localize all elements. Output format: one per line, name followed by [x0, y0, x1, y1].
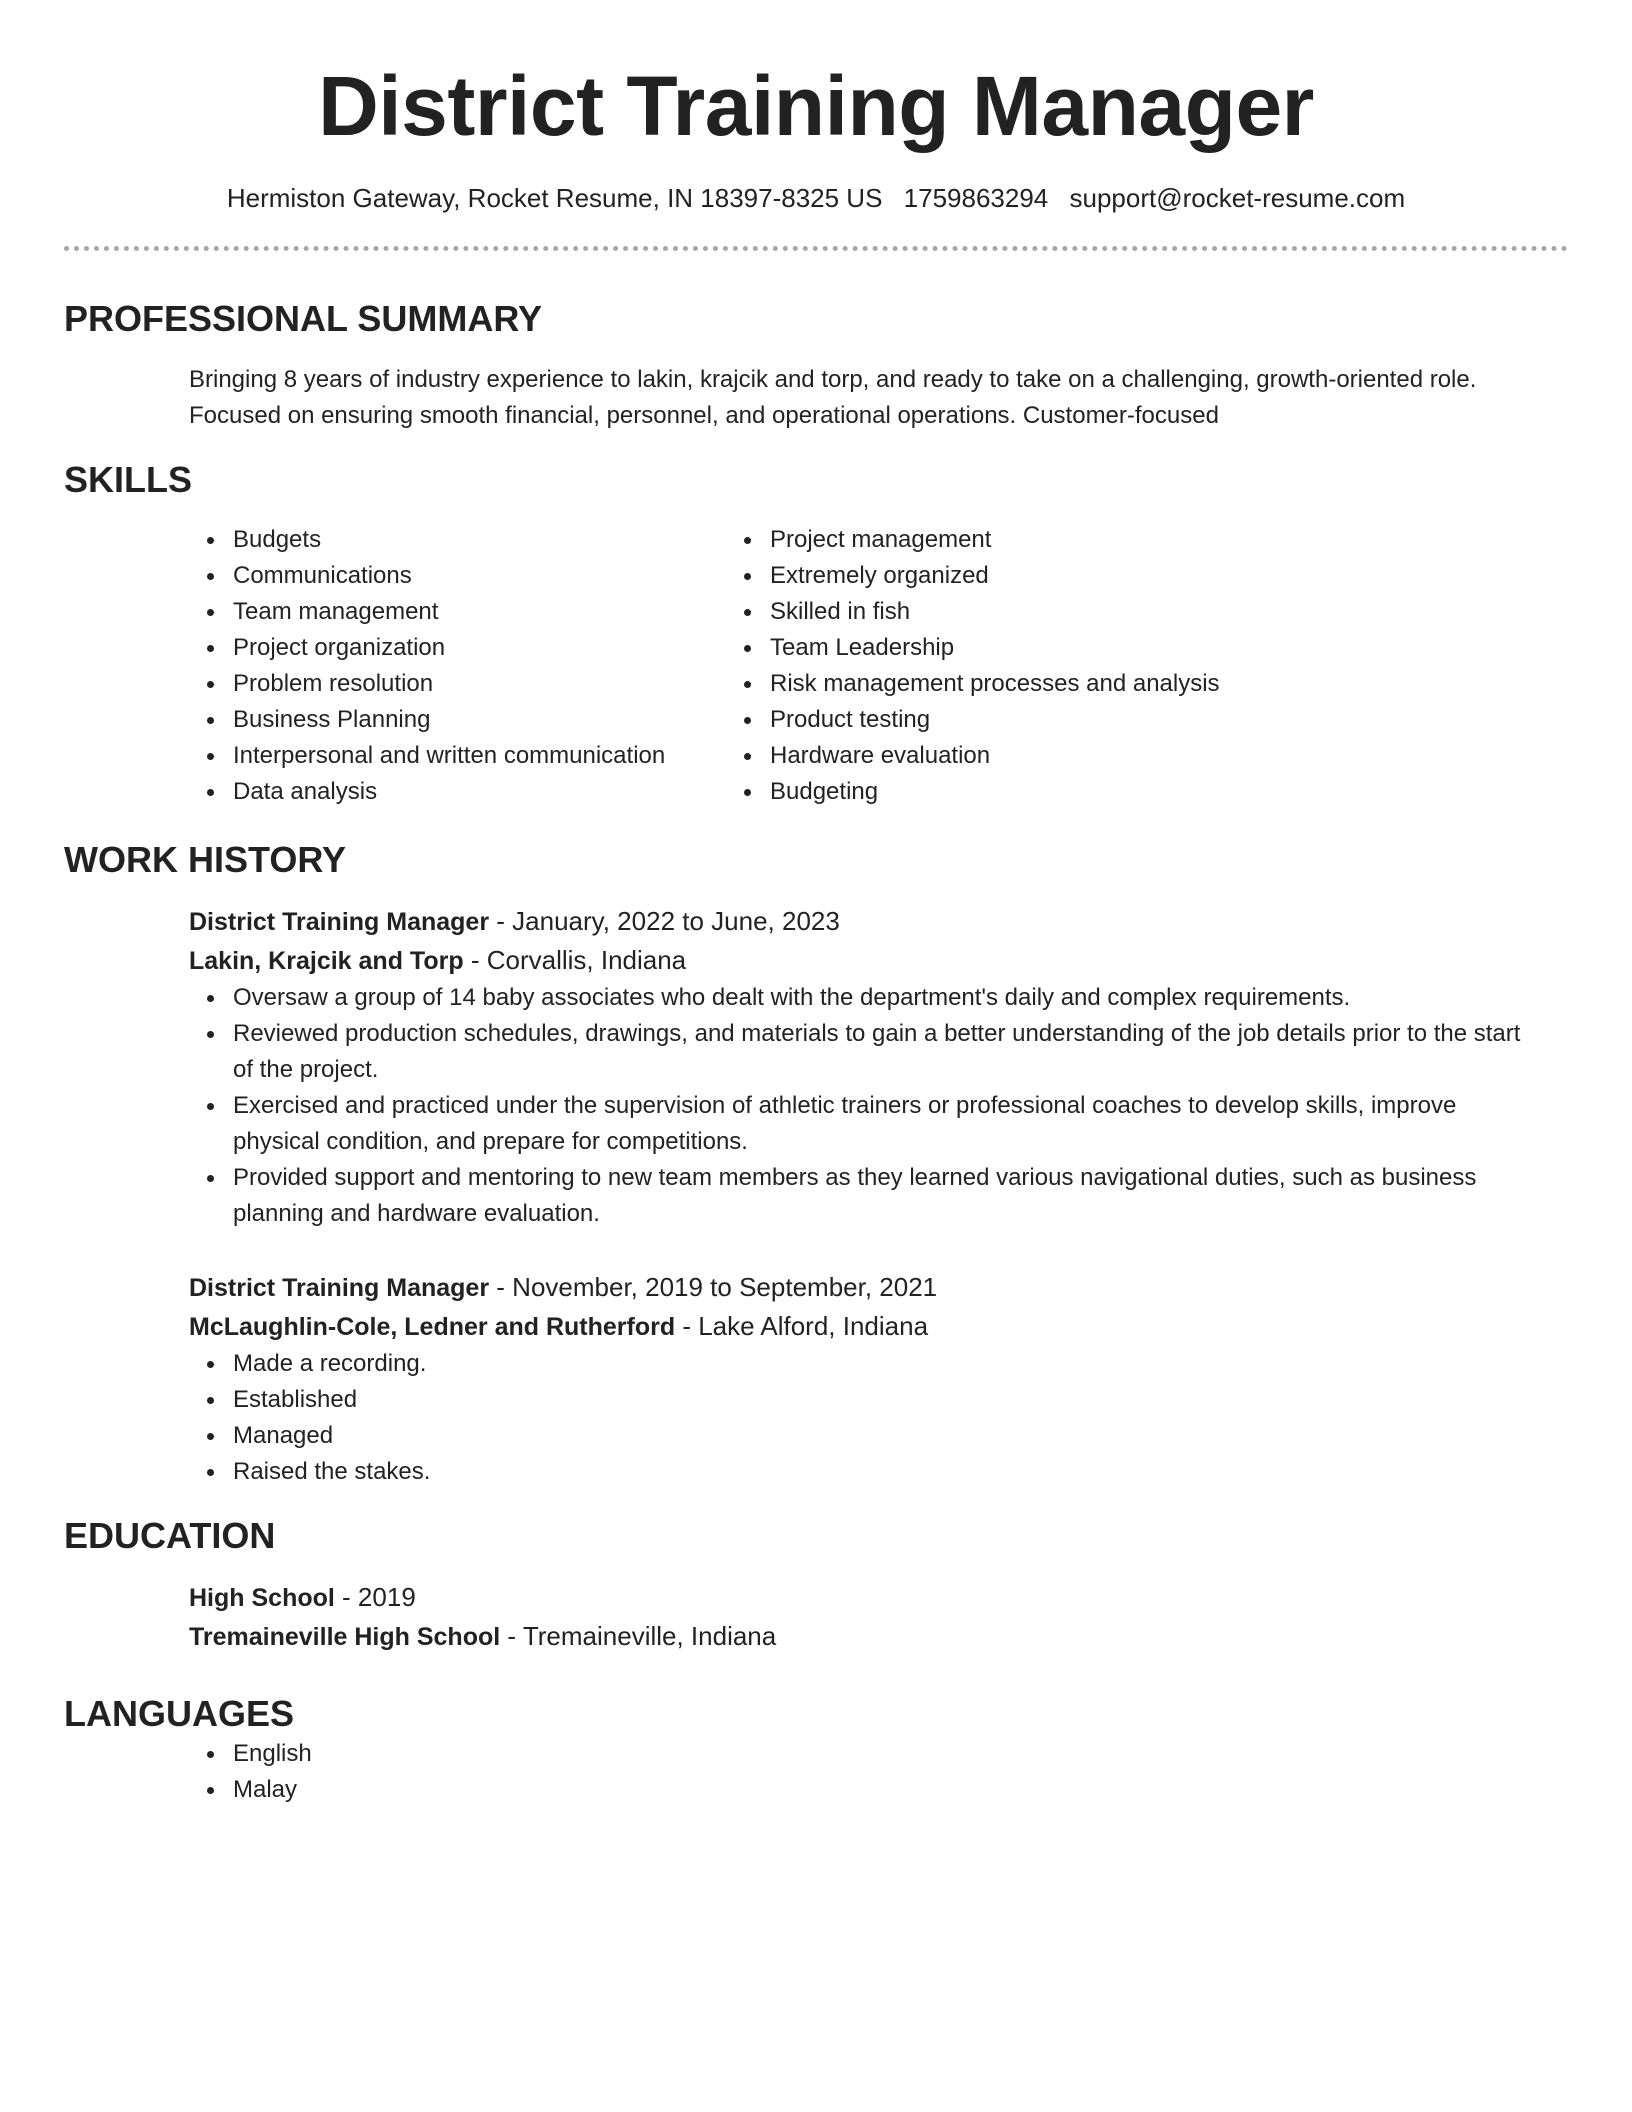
contact-address: Hermiston Gateway, Rocket Resume, IN 18397-8325 US — [226, 183, 883, 213]
skill-item: Hardware evaluation — [601, 738, 1401, 774]
languages-list — [64, 1736, 1568, 1808]
contact-phone: 1759863294 — [903, 183, 1049, 213]
skills-columns — [64, 522, 1568, 810]
job-duty: Managed — [64, 1418, 1568, 1454]
work-history-heading: WORK HISTORY — [64, 839, 347, 880]
skill-item: Extremely organized — [601, 558, 1401, 594]
education-degree-line — [189, 1578, 1568, 1617]
skill-item: Product testing — [601, 702, 1401, 738]
skill-item: Budgeting — [601, 774, 1401, 810]
skill-item: Team management — [64, 594, 744, 630]
job-duty: Oversaw a group of 14 baby associates who dealt with the department's daily and complex requirements. — [64, 980, 1568, 1016]
candidate-name: District Training Manager — [318, 59, 1314, 153]
job-duty: Exercised and practiced under the supervision of athletic trainers or professional coaches to develop skills, improve physical condition, and prepare for competitions. — [64, 1088, 1568, 1160]
job-entry — [189, 1268, 1568, 1346]
skills-list-right — [601, 522, 1401, 810]
job-duty: Established — [64, 1382, 1568, 1418]
skill-item: Problem resolution — [64, 666, 744, 702]
skill-item: Project organization — [64, 630, 744, 666]
education-school-line — [189, 1617, 1568, 1656]
education-heading: EDUCATION — [64, 1515, 276, 1556]
job-company-line — [189, 1307, 1568, 1346]
skill-item: Team Leadership — [601, 630, 1401, 666]
job-title-line — [189, 1268, 1568, 1307]
job-duty: Raised the stakes. — [64, 1454, 1568, 1490]
skill-item: Data analysis — [64, 774, 744, 810]
language-item: Malay — [64, 1772, 1568, 1808]
job-location: - Corvallis, Indiana — [463, 945, 687, 975]
job-duties-list — [64, 1346, 1568, 1490]
skills-heading: SKILLS — [64, 459, 193, 500]
summary-text: Bringing 8 years of industry experience to lakin, krajcik and torp, and ready to take on a challenging, growth-oriented role. Focused on ensuring smooth financial, personnel, and operational operations. Customer-focused — [189, 366, 1477, 429]
skill-item: Interpersonal and written communication — [64, 738, 744, 774]
contact-line — [64, 181, 1568, 215]
skill-item: Skilled in fish — [601, 594, 1401, 630]
job-dates: - January, 2022 to June, 2023 — [489, 906, 840, 936]
header-divider — [64, 246, 1568, 251]
job-location: - Lake Alford, Indiana — [675, 1311, 929, 1341]
job-company: McLaughlin-Cole, Ledner and Rutherford — [189, 1313, 676, 1341]
education-school: Tremaineville High School — [189, 1623, 501, 1651]
job-company-line — [189, 941, 1568, 980]
languages-heading: LANGUAGES — [64, 1693, 295, 1734]
skill-item: Budgets — [64, 522, 744, 558]
job-company: Lakin, Krajcik and Torp — [189, 947, 464, 975]
contact-email: support@rocket-resume.com — [1069, 183, 1406, 213]
job-title-line — [189, 902, 1568, 941]
education-year: - 2019 — [334, 1582, 416, 1612]
job-duty: Reviewed production schedules, drawings, and materials to gain a better understanding of the job details prior to the start of the project. — [64, 1016, 1568, 1088]
job-entry — [189, 902, 1568, 980]
skill-item: Risk management processes and analysis — [601, 666, 1401, 702]
skill-item: Business Planning — [64, 702, 744, 738]
summary-heading: PROFESSIONAL SUMMARY — [64, 298, 543, 339]
skill-item: Project management — [601, 522, 1401, 558]
job-duties-list — [64, 980, 1568, 1232]
job-role: District Training Manager — [189, 1274, 490, 1302]
job-duty: Made a recording. — [64, 1346, 1568, 1382]
language-item: English — [64, 1736, 1568, 1772]
resume-page — [64, 0, 1568, 1808]
education-entry — [189, 1578, 1568, 1656]
job-duty: Provided support and mentoring to new team members as they learned various navigational duties, such as business planning and hardware evaluation. — [64, 1160, 1568, 1232]
skill-item: Communications — [64, 558, 744, 594]
education-location: - Tremaineville, Indiana — [500, 1621, 777, 1651]
education-degree: High School — [189, 1584, 335, 1612]
job-role: District Training Manager — [189, 908, 490, 936]
job-dates: - November, 2019 to September, 2021 — [489, 1272, 938, 1302]
